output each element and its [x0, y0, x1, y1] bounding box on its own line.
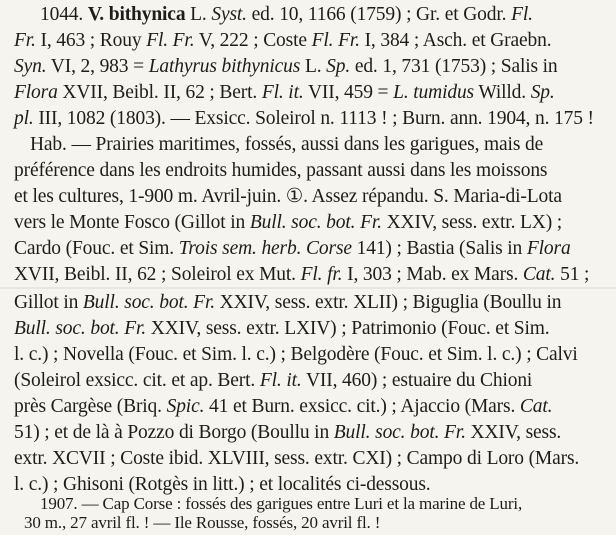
- hab-line-8: Bull. soc. bot. Fr. XXIV, sess. extr. LXIV) ; Patrimonio (Fouc. et Sim.: [14, 318, 550, 339]
- hab-line-3: et les cultures, 1-900 m. Avril-juin. ①. Assez répandu. S. Maria-di-Lota: [14, 186, 562, 207]
- hab-line-9: l. c.) ; Novella (Fouc. et Sim. l. c.) ; Belgodère (Fouc. et Sim. l. c.) ; Calvi: [14, 344, 578, 365]
- hab-line-11: près Cargèse (Briq. Spic. 41 et Burn. exsicc. cit.) ; Ajaccio (Mars. Cat.: [14, 396, 553, 417]
- hab-line-5: Cardo (Fouc. et Sim. Trois sem. herb. Corse 141) ; Bastia (Salis in Flora: [14, 238, 571, 259]
- hab-line-4: vers le Monte Fosco (Gillot in Bull. soc. bot. Fr. XXIV, sess. extr. LX) ;: [14, 212, 563, 233]
- species-name: V. bithynica: [87, 4, 186, 25]
- hab-line-7: Gillot in Bull. soc. bot. Fr. XXIV, sess. extr. XLII) ; Biguglia (Boullu in: [14, 292, 562, 313]
- entry-line-4: Flora XVII, Beibl. II, 62 ; Bert. Fl. it. VII, 459 = L. tumidus Willd. Sp.: [14, 82, 555, 103]
- hab-line-10: (Soleirol exsicc. cit. et ap. Bert. Fl. it. VII, 460) ; estuaire du Chioni: [14, 370, 533, 391]
- hab-line-13: extr. XCVII ; Coste ibid. XLVIII, sess. extr. CXI) ; Campo di Loro (Mars.: [14, 448, 580, 469]
- entry-line-1: 1044. V. bithynica L. Syst. ed. 10, 1166 (1759) ; Gr. et Godr. Fl.: [40, 4, 533, 25]
- scan-seam: [0, 287, 616, 289]
- hab-line-14: l. c.) ; Ghisoni (Rotgès in litt.) ; et localités ci-dessous.: [14, 474, 431, 495]
- note-line-2: 30 m., 27 avril fl. ! — Ile Rousse, fossés, 20 avril fl. !: [24, 513, 381, 532]
- note-line-1: 1907. — Cap Corse : fossés des garigues entre Luri et la marine de Luri,: [40, 494, 523, 513]
- hab-line-1: Hab. — Prairies maritimes, fossés, aussi dans les garigues, mais de: [30, 134, 544, 155]
- hab-line-2: préférence dans les endroits humides, passant aussi dans les moissons: [14, 160, 548, 181]
- hab-line-12: 51) ; et de là à Pozzo di Borgo (Boullu in Bull. soc. bot. Fr. XXIV, sess.: [14, 422, 562, 443]
- entry-number: 1044.: [40, 4, 84, 25]
- entry-line-3: Syn. VI, 2, 983 = Lathyrus bithynicus L. Sp. ed. 1, 731 (1753) ; Salis in: [14, 56, 558, 77]
- hab-line-6: XVII, Beibl. II, 62 ; Soleirol ex Mut. Fl. fr. I, 303 ; Mab. ex Mars. Cat. 51 ;: [14, 264, 590, 285]
- entry-line-2: Fr. I, 463 ; Rouy Fl. Fr. V, 222 ; Coste Fl. Fr. I, 384 ; Asch. et Graebn.: [14, 30, 552, 51]
- entry-line-5: pl. III, 1082 (1803). — Exsicc. Soleirol n. 1113 ! ; Burn. ann. 1904, n. 175 !: [14, 108, 594, 129]
